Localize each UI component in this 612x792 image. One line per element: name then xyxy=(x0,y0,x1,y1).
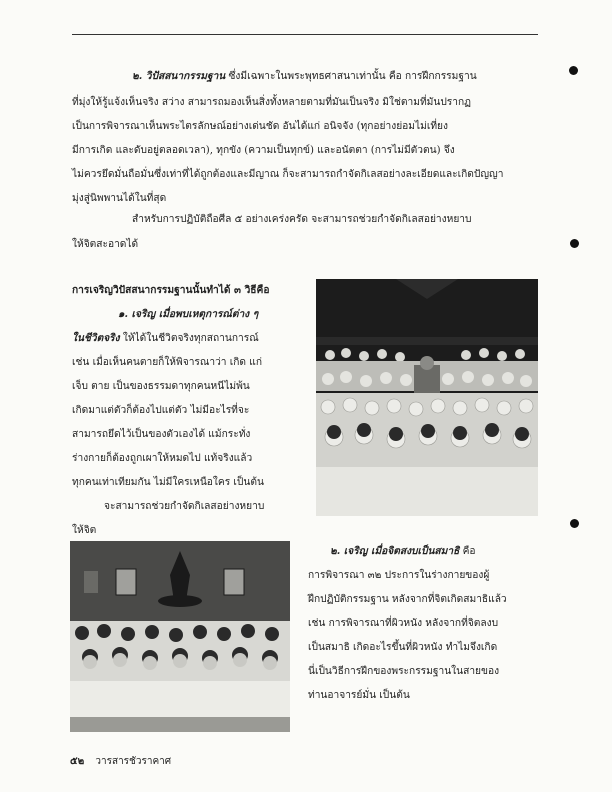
journal-name: วารสารชัวราคาศ xyxy=(95,756,172,767)
section2-line1: ๒. วิปัสสนากรรมฐาน ซึ่งมีเฉพาะในพระพุทธศาสนาเท่านั้น คือ การฝึกกรรมฐาน xyxy=(132,70,477,82)
precepts-line2: ให้จิตสะอาดได้ xyxy=(72,239,139,250)
punch-hole xyxy=(570,239,579,248)
item1-line9: ให้จิต xyxy=(72,525,97,536)
item1-title: ๑. เจริญ เมื่อพบเหตุการณ์ต่าง ๆ xyxy=(118,308,259,320)
item2-line2: ฝึกปฏิบัติกรรมฐาน หลังจากที่จิตเกิดสมาธิแล้ว xyxy=(308,594,507,605)
item2-line6: ท่านอาจารย์มั่น เป็นต้น xyxy=(308,690,410,701)
item1-line8: จะสามารถช่วยกำจัดกิเลสอย่างหยาบ xyxy=(104,501,265,512)
punch-hole xyxy=(570,519,579,528)
section2-line2: ที่มุ่งให้รู้แจ้งเห็นจริง สว่าง สามารถมองเห็นสิ่งทั้งหลายตามที่มันเป็นจริง มิใช่ตามที่มันปรากฏ xyxy=(72,97,472,108)
item2-line4: เป็นสมาธิ เกิดอะไรขึ้นที่ผิวหนัง ทำไมจึงเกิด xyxy=(308,642,498,653)
practice-heading: การเจริญวิปัสสนากรรมฐานนั้นทำได้ ๓ วิธีคือ xyxy=(72,284,270,296)
group-photo-temple-image xyxy=(70,541,290,732)
section2-line6: มุ่งสู่นิพพานได้ในที่สุด xyxy=(72,193,167,204)
item1-line4: เกิดมาแต่ตัวก็ต้องไปแต่ตัว ไม่มีอะไรที่จะ xyxy=(72,405,250,416)
item1-line5: สามารถยึดไว้เป็นของตัวเองได้ แม้กระทั่ง xyxy=(72,429,251,440)
page-number: ๕๒ xyxy=(70,756,85,767)
page-footer xyxy=(70,754,171,769)
group-photo-hall xyxy=(316,279,538,516)
punch-hole xyxy=(569,66,578,75)
section2-line4: มีการเกิด และดับอยู่ตลอดเวลา), ทุกขัง (ความเป็นทุกข์) และอนัตตา (การไม่มีตัวตน) จึง xyxy=(72,145,455,156)
item1-line7: ทุกคนเท่าเทียมกัน ไม่มีใครเหนือใคร เป็นต้น xyxy=(72,477,264,488)
group-photo-hall-image xyxy=(316,279,538,516)
item1-line3: เจ็บ ตาย เป็นของธรรมดาทุกคนหนีไม่พ้น xyxy=(72,381,250,392)
item2-line1: การพิจารณา ๓๒ ประการในร่างกายของผู้ xyxy=(308,570,490,581)
section2-line3: เป็นการพิจารณาเห็นพระไตรลักษณ์อย่างเด่นชัด อันได้แก่ อนิจจัง (ทุกอย่างย่อมไม่เที่ยง xyxy=(72,121,448,132)
section2-title: ๒. วิปัสสนากรรมฐาน xyxy=(132,70,226,82)
item2-line3: เช่น การพิจารณาที่ผิวหนัง หลังจากที่จิตลงบ xyxy=(308,618,499,629)
precepts-line1: สำหรับการปฏิบัติถือศีล ๕ อย่างเคร่งครัด จะสามารถช่วยกำจัดกิเลสอย่างหยาบ xyxy=(132,214,472,225)
top-rule xyxy=(72,34,538,35)
item1-line2: เช่น เมื่อเห็นคนตายก็ให้พิจารณาว่า เกิด แก่ xyxy=(72,357,262,368)
item2-line5: นี่เป็นวิธีการฝึกของพระกรรมฐานในสายของ xyxy=(308,666,500,677)
item2-title: ๒. เจริญ เมื่อจิตสงบเป็นสมาธิ xyxy=(330,545,460,557)
section2-line5: ไม่ควรยึดมั่นถือมั่นซึ่งเท่าที่ได้ถูกต้องและมีญาณ ก็จะสามารถกำจัดกิเลสอย่างละเอียดและเกิดปัญญา xyxy=(72,169,504,180)
item1-line6: ร่างกายก็ต้องถูกเผาให้หมดไป แท้จริงแล้ว xyxy=(72,453,253,464)
item1-line1: ในชีวิตจริง ให้ได้ในชีวิตจริงทุกสถานการณ์ xyxy=(72,332,259,344)
item2-title-line: ๒. เจริญ เมื่อจิตสงบเป็นสมาธิ คือ xyxy=(330,545,476,557)
group-photo-temple xyxy=(70,541,290,732)
